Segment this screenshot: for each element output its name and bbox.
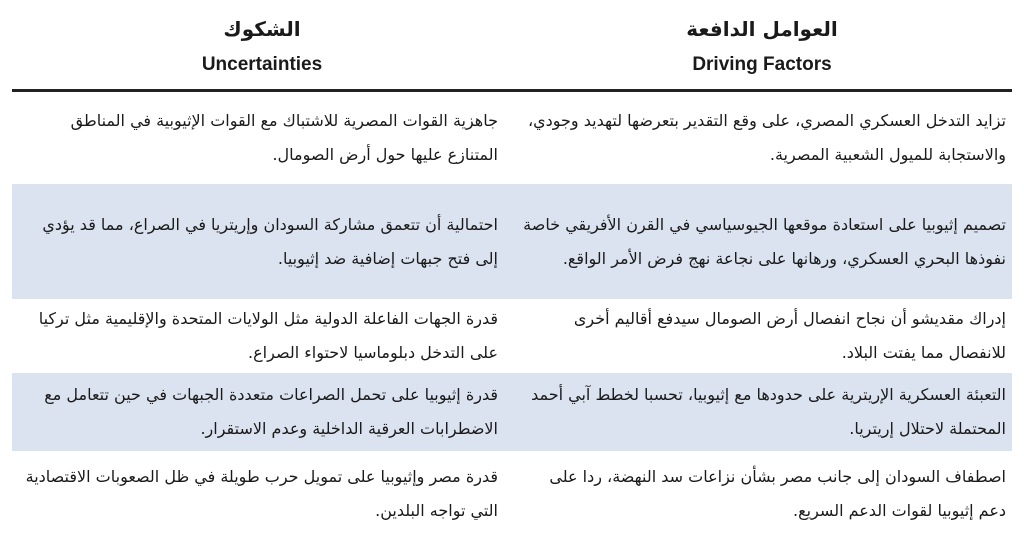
table-row — [12, 300, 1012, 373]
factor-cell: التعبئة العسكرية الإريترية على حدودها مع إثيوبيا، تحسبا لخطط آبي أحمد المحتملة لاحتلال إريتريا. — [531, 385, 1006, 438]
factor-cell: تزايد التدخل العسكري المصري، على وقع التقدير بتعرضها لتهديد وجودي، والاستجابة للميول الشعبية المصرية. — [527, 110, 1006, 164]
factors-uncertainties-table — [12, 0, 1012, 536]
header-uncertainties-arabic: الشكوك — [223, 17, 301, 41]
table-header — [12, 0, 1012, 92]
factor-cell: إدراك مقديشو أن نجاح انفصال أرض الصومال سيدفع أقاليم أخرى للانفصال مما يفتت البلاد. — [573, 309, 1006, 362]
factor-cell: تصميم إثيوبيا على استعادة موقعها الجيوسياسي في القرن الأفريقي خاصة نفوذها البحري العسكري، ورهانها على نجاعة نهج فرض الأمر الواقع. — [523, 214, 1006, 268]
header-factors-english: Driving Factors — [692, 54, 832, 75]
uncertainty-cell: جاهزية القوات المصرية للاشتباك مع القوات الإثيوبية في المناطق المتنازع عليها حول أرض الصومال. — [70, 110, 498, 164]
uncertainty-cell: قدرة إثيوبيا على تحمل الصراعات متعددة الجبهات في حين تتعامل مع الاضطرابات العرقية الداخلية وعدم الاستقرار. — [44, 385, 498, 438]
uncertainty-cell: احتمالية أن تتعمق مشاركة السودان وإريتريا في الصراع، مما قد يؤدي إلى فتح جبهات إضافية ضد إثيوبيا. — [42, 214, 498, 268]
table-row — [12, 373, 1012, 452]
factor-cell: اصطفاف السودان إلى جانب مصر بشأن نزاعات سد النهضة، ردا على دعم إثيوبيا لقوات الدعم السريع. — [549, 466, 1006, 520]
uncertainty-cell: قدرة مصر وإثيوبيا على تمويل حرب طويلة في ظل الصعوبات الاقتصادية التي تواجه البلدين. — [25, 466, 498, 520]
table-row — [12, 184, 1012, 300]
header-uncertainties — [12, 0, 512, 89]
table-row — [12, 452, 1012, 536]
header-driving-factors — [512, 0, 1012, 89]
header-factors-arabic: العوامل الدافعة — [686, 17, 838, 41]
table-row — [12, 92, 1012, 184]
uncertainty-cell: قدرة الجهات الفاعلة الدولية مثل الولايات المتحدة والإقليمية مثل تركيا على التدخل دبلوماسيا لاحتواء الصراع. — [38, 309, 498, 362]
header-uncertainties-english: Uncertainties — [201, 54, 323, 75]
